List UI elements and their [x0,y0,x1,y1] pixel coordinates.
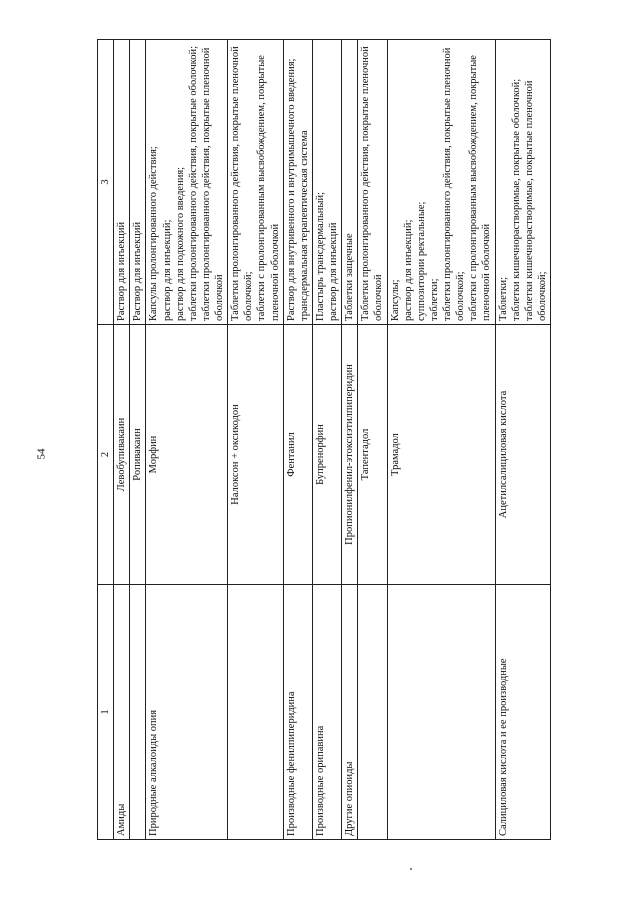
table-row [387,40,495,840]
group-cell [228,585,284,840]
dosage-form: Раствор для внутривенного и внутримышечного введения; [285,58,297,321]
drug-name-cell: Ропивакаин [130,325,146,585]
dosage-form: таблетки кишечнорастворимые, покрытые оболочкой; [510,78,522,321]
table-row [495,40,551,840]
dosage-forms-cell [228,40,284,325]
dosage-form: раствор для инъекций [328,222,339,321]
dosage-form: таблетки пролонгированного действия, покрытые пленочной оболочкой [200,47,225,321]
dosage-form: таблетки; [428,278,440,321]
dosage-form: Пластырь трансдермальный; [314,191,326,321]
group-cell: Природные алкалоиды опия [146,585,228,840]
header-col-2: 2 [98,325,114,585]
drug-name-cell: Пропионилфенил-этоксиэтилпиперидин [342,325,358,585]
dosage-forms-cell [342,40,358,325]
header-col-3: 3 [98,40,114,325]
table-row [283,40,312,840]
page-number: 54 [35,448,48,460]
drug-name-cell: Налоксон + оксикодон [228,325,284,585]
dosage-form: Капсулы пролонгированного действия; [148,146,160,321]
dosage-forms-cell [130,40,146,325]
table-row [228,40,284,840]
group-cell: Другие опиоиды [342,585,358,840]
dosage-form: Раствор для инъекций [132,221,144,321]
rotated-table-container [97,40,622,840]
table-header-row [98,40,114,840]
drug-name-cell: Морфин [146,325,228,585]
dosage-form: Таблетки; [497,276,509,321]
dosage-form: таблетки кишечнорастворимые, покрытые пленочной оболочкой; [523,80,548,321]
drug-name-cell: Трамадол [387,325,495,585]
dosage-forms-cell [495,40,551,325]
table-row [358,40,387,840]
dosage-form: трансдермальная терапевтическая система [298,130,310,321]
dosage-form: таблетки пролонгированного действия, покрытые пленочной оболочкой; [442,47,467,321]
group-cell: Салициловая кислота и ее производные [495,585,551,840]
dosage-forms-cell [358,40,387,325]
drug-name-cell: Бупренорфин [312,325,341,585]
dosage-form: раствор для инъекций; [161,219,173,321]
dosage-form: Таблетки защечные [344,233,356,321]
dosage-form: таблетки с пролонгированным высвобождением, покрытые пленочной оболочкой [468,55,493,321]
drug-name-cell: Фентанил [283,325,312,585]
scan-speck [410,868,412,870]
group-cell [358,585,387,840]
drug-name-cell: Левобупивакаин [114,325,130,585]
group-cell: Амиды [114,585,130,840]
table-row [312,40,341,840]
table-row [114,40,130,840]
page-number-area [0,0,80,905]
header-col-1: 1 [98,585,114,840]
medication-table [97,39,551,840]
dosage-form: Таблетки пролонгированного действия, покрытые пленочной оболочкой; [230,46,255,321]
dosage-form: таблетки пролонгированного действия, покрытые оболочкой; [187,46,199,321]
table-row [146,40,228,840]
group-cell: Производные фенилпиперидина [283,585,312,840]
dosage-form: таблетки с пролонгированным высвобождением, покрытые пленочной оболочкой [256,55,281,321]
dosage-form: Раствор для инъекций [116,221,128,321]
drug-name-cell: Ацетилсалициловая кислота [495,325,551,585]
dosage-form: раствор для инъекций; [402,219,414,321]
dosage-form: Капсулы; [389,279,401,321]
dosage-form: раствор для подкожного введения; [174,166,186,321]
table-row [130,40,146,840]
dosage-forms-cell [283,40,312,325]
group-cell [387,585,495,840]
table-row [342,40,358,840]
dosage-form: суппозитории ректальные; [415,201,427,321]
group-cell: Производные орипавина [312,585,341,840]
dosage-forms-cell [387,40,495,325]
drug-name-cell: Тапентадол [358,325,387,585]
dosage-forms-cell [146,40,228,325]
dosage-form: Таблетки пролонгированного действия, покрытые пленочной оболочкой [360,46,385,321]
dosage-forms-cell [312,40,341,325]
dosage-forms-cell [114,40,130,325]
group-cell [130,585,146,840]
